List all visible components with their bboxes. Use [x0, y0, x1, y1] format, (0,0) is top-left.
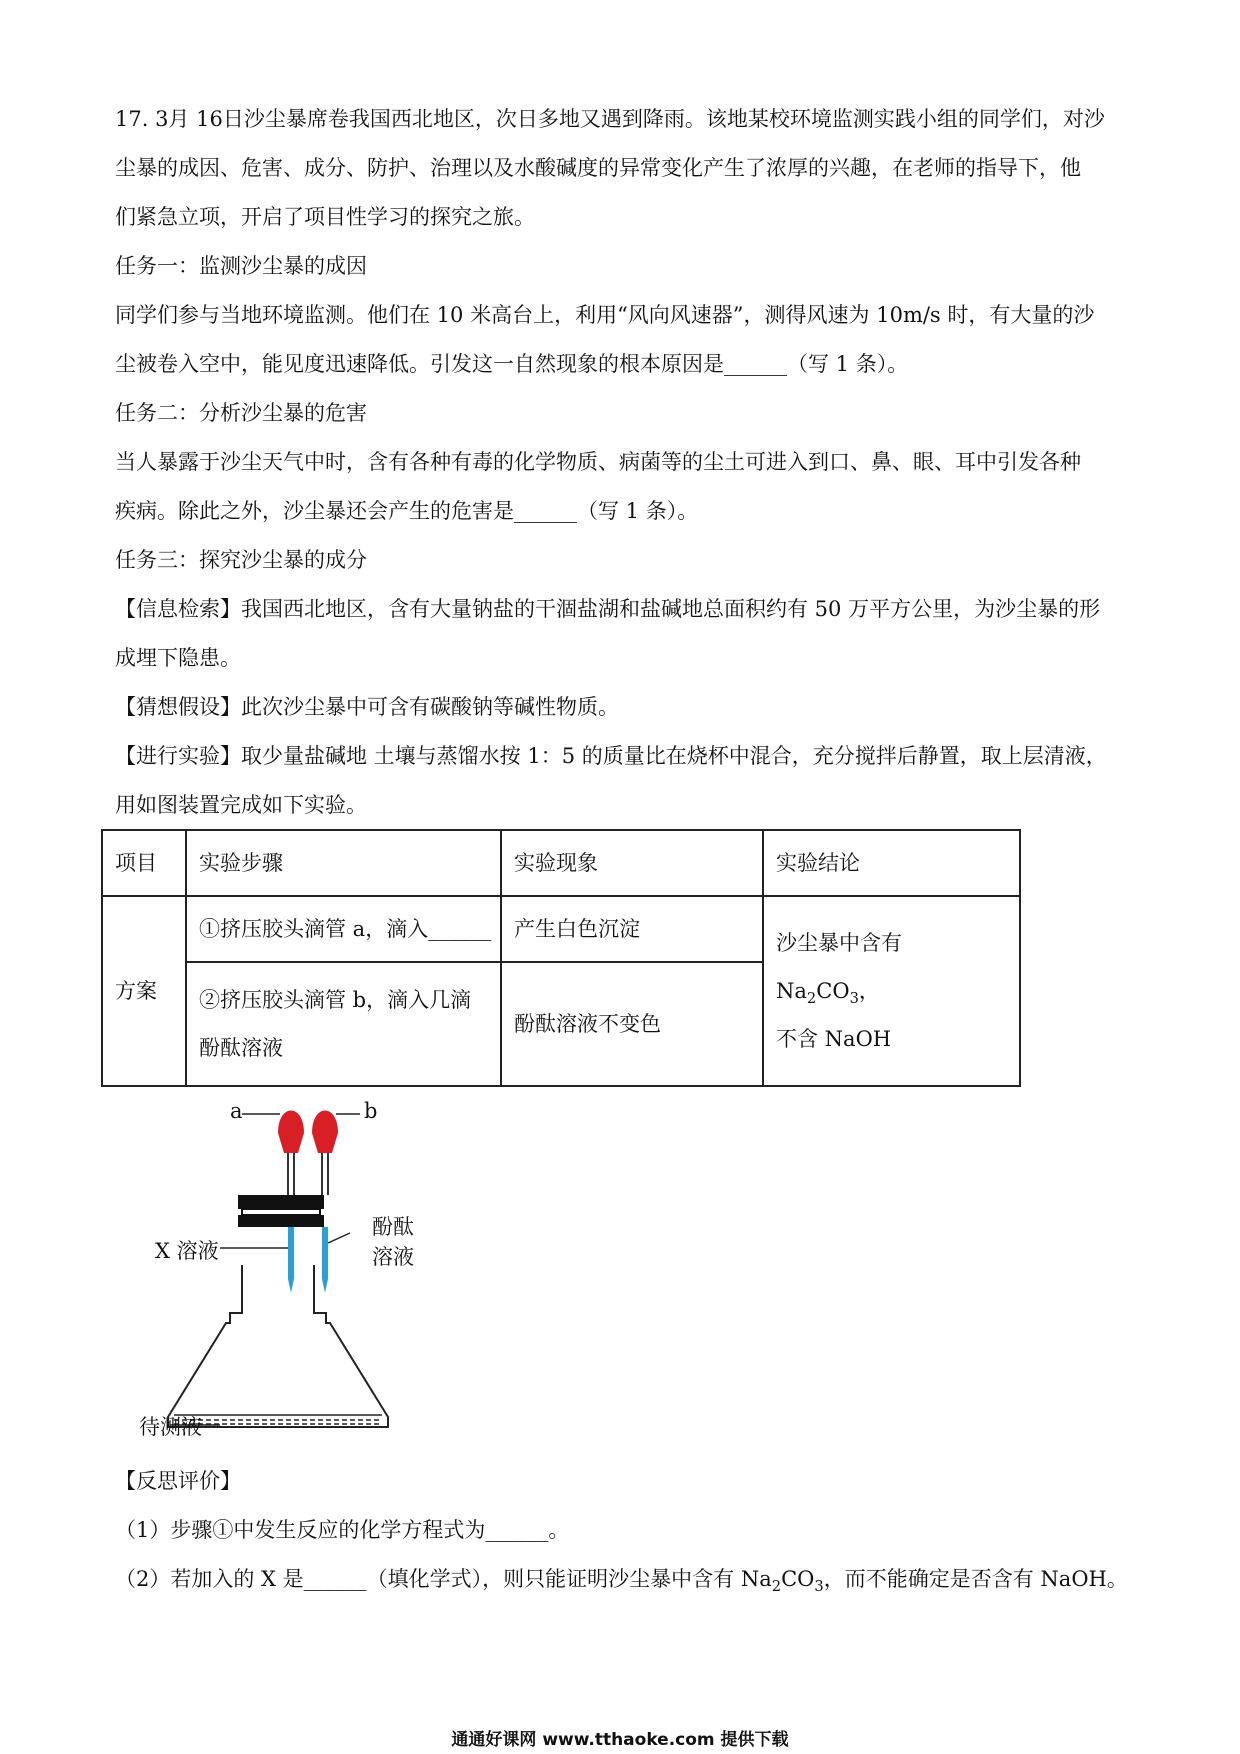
experiment-table: [101, 829, 1021, 1087]
dropper-a-bulb-icon: [278, 1111, 304, 1154]
info-search-line-1: 【信息检索】我国西北地区，含有大量钠盐的干涸盐湖和盐碱地总面积约有 50 万平方公里，为沙尘暴的形: [115, 597, 1101, 621]
experiment-line-1: 【进行实验】取少量盐碱地 土壤与蒸馏水按 1：5 的质量比在烧杯中混合，充分搅拌后静置，取上层清液，: [115, 744, 1107, 768]
task-2-line-1: 当人暴露于沙尘天气中时，含有各种有毒的化学物质、病菌等的尘土可进入到口、鼻、眼、耳中引发各种: [115, 450, 1081, 474]
question-line-1: 17. 3月 16日沙尘暴席卷我国西北地区，次日多地又遇到降雨。该地某校环境监测实践小组的同学们，对沙: [115, 107, 1105, 131]
task-1-heading: 任务一：监测沙尘暴的成因: [115, 254, 367, 278]
header-steps: 实验步骤: [186, 830, 501, 896]
label-x-solution: X 溶液: [155, 1239, 219, 1263]
header-conclusion: 实验结论: [763, 830, 1020, 896]
step-2-cell: [186, 962, 501, 1086]
task-1-line-1: 同学们参与当地环境监测。他们在 10 米高台上，利用“风向风速器”，测得风速为 10m/s 时，有大量的沙: [115, 303, 1095, 327]
table-row: [102, 896, 1020, 962]
label-dropper-a: a: [230, 1099, 243, 1123]
experiment-line-2: 用如图装置完成如下实验。: [115, 793, 367, 817]
task-2-line-2: 疾病。除此之外，沙尘暴还会产生的危害是______（写 1 条）。: [115, 499, 699, 523]
label-dropper-b: b: [364, 1099, 378, 1123]
task-2-heading: 任务二：分析沙尘暴的危害: [115, 401, 367, 425]
step-2-line-2: 酚酞溶液: [199, 1036, 283, 1060]
label-phenolphthalein-2: 溶液: [372, 1245, 414, 1269]
reflection-heading: 【反思评价】: [115, 1469, 241, 1493]
conclusion-line-1: 沙尘暴中含有 $Na_2CO_3$，: [776, 931, 902, 1008]
reflection-q1: （1）步骤①中发生反应的化学方程式为______。: [115, 1518, 570, 1542]
label-phenolphthalein-1: 酚酞: [372, 1215, 414, 1239]
label-test-liquid: 待测液: [139, 1415, 202, 1439]
step-2-line-1: ②挤压胶头滴管 b，滴入几滴: [199, 988, 472, 1012]
dropper-b-tube-icon: [322, 1227, 328, 1279]
hypothesis-line: 【猜想假设】此次沙尘暴中可含有碳酸钠等碱性物质。: [115, 695, 619, 719]
question-line-2: 尘暴的成因、危害、成分、防护、治理以及水酸碱度的异常变化产生了浓厚的兴趣，在老师的指导下，他: [115, 156, 1081, 180]
info-search-line-2: 成埋下隐患。: [115, 646, 241, 670]
dropper-a-tube-icon: [288, 1227, 294, 1279]
page-footer: 通通好课网 www.tthaoke.com 提供下载: [451, 1730, 789, 1750]
row-label-plan: 方案: [102, 896, 186, 1086]
header-phenomenon: 实验现象: [501, 830, 763, 896]
apparatus-figure: [130, 1093, 450, 1443]
flask-outline-icon: [170, 1265, 268, 1425]
stopper-icon: [238, 1195, 324, 1209]
table-header-row: [102, 830, 1020, 896]
dropper-b-bulb-icon: [312, 1111, 338, 1154]
phenomenon-1-cell: 产生白色沉淀: [501, 896, 763, 962]
reflection-q2: （2）若加入的 X 是______（填化学式），则只能证明沙尘暴中含有 $Na_2CO_3$，而不能确定是否含有 NaOH。: [115, 1567, 1128, 1596]
task-1-line-2: 尘被卷入空中，能见度迅速降低。引发这一自然现象的根本原因是______（写 1 条）。: [115, 352, 909, 376]
header-item: 项目: [102, 830, 186, 896]
step-1-cell: ①挤压胶头滴管 a，滴入______: [186, 896, 501, 962]
phenomenon-2-cell: 酚酞溶液不变色: [501, 962, 763, 1086]
question-line-3: 们紧急立项，开启了项目性学习的探究之旅。: [115, 205, 535, 229]
conclusion-line-2: 不含 NaOH: [776, 1027, 892, 1051]
conclusion-cell: [763, 896, 1020, 1086]
task-3-heading: 任务三：探究沙尘暴的成分: [115, 548, 367, 572]
